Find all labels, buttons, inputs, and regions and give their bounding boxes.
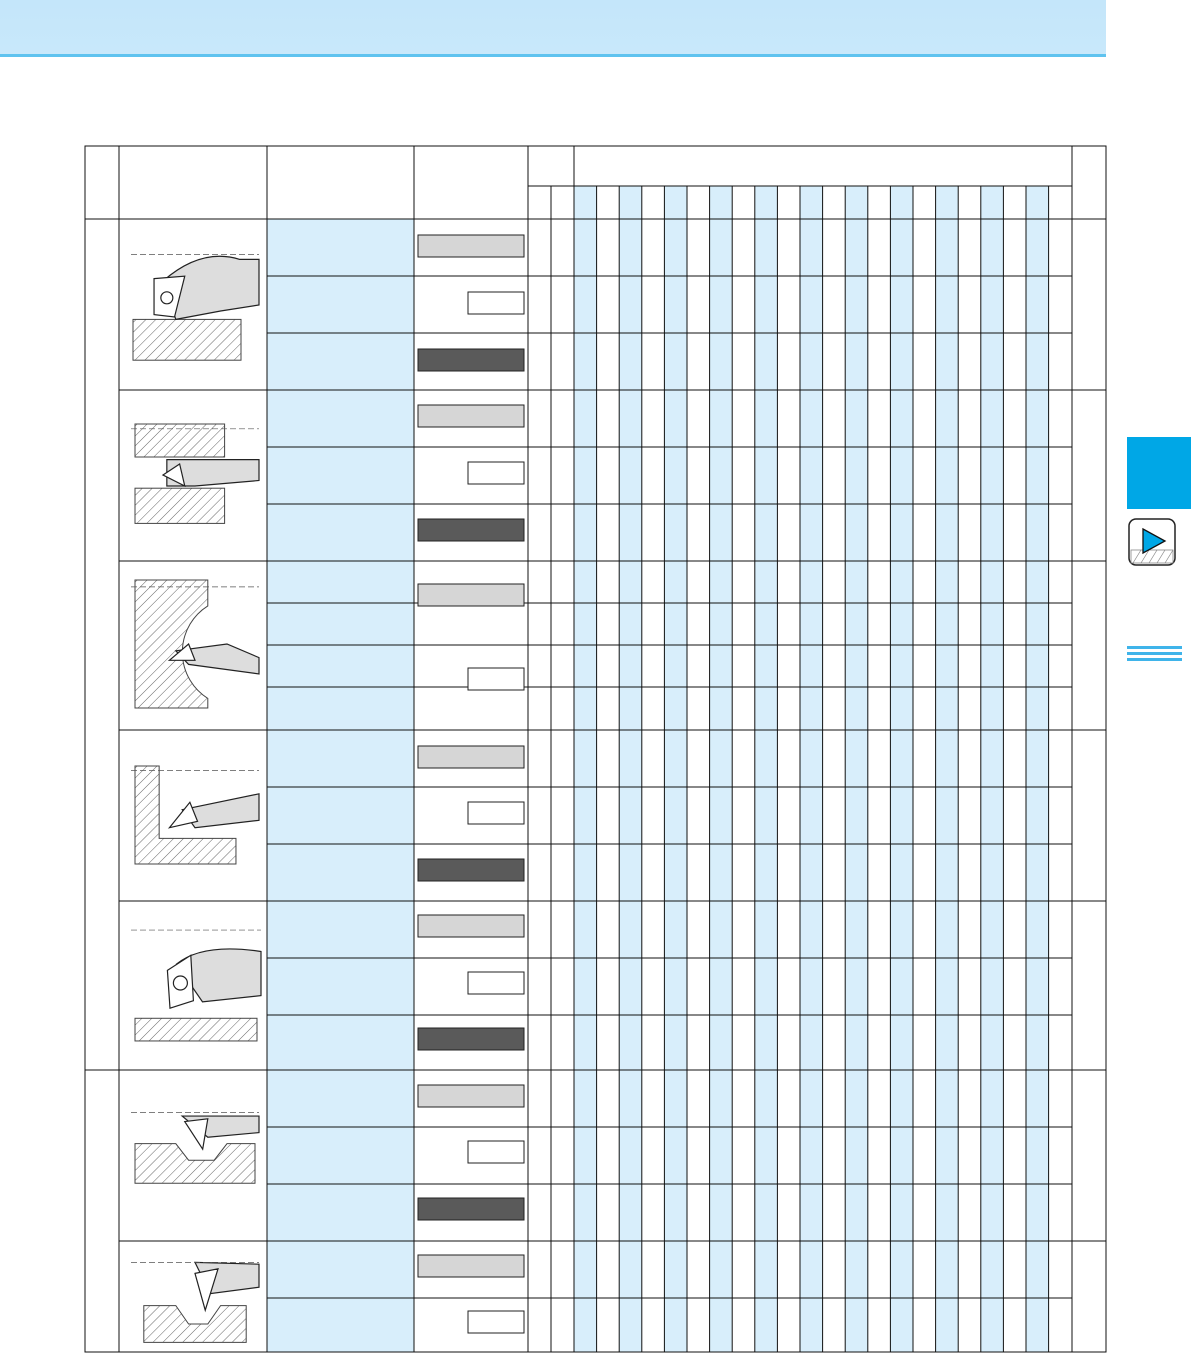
grade-badge-light — [418, 915, 524, 937]
matrix-stripe — [664, 186, 687, 1352]
grade-badge-light — [418, 405, 524, 427]
face-boring-drawing — [131, 766, 259, 864]
name-cell — [267, 390, 414, 447]
side-chapter-tab[interactable] — [1127, 437, 1191, 509]
grooving-drawing — [131, 1112, 259, 1183]
grade-badge-white — [468, 292, 524, 314]
grade-badge-light — [418, 746, 524, 768]
grade-badge-dark — [418, 1198, 524, 1220]
name-cell — [267, 958, 414, 1015]
name-cell — [267, 1241, 414, 1298]
matrix-stripe — [1026, 186, 1049, 1352]
name-cell — [267, 561, 414, 603]
name-cell — [267, 276, 414, 333]
back-boring-drawing — [131, 424, 259, 523]
profile-boring-drawing — [131, 930, 261, 1041]
grade-badge-light — [418, 584, 524, 606]
grade-badge-light — [418, 1085, 524, 1107]
matrix-stripe — [845, 186, 868, 1352]
grade-badge-white — [468, 1311, 524, 1333]
grade-badge-dark — [418, 859, 524, 881]
boring-tool-drawing — [131, 255, 259, 361]
name-cell — [267, 901, 414, 958]
grade-badge-white — [468, 802, 524, 824]
name-cell — [267, 447, 414, 504]
name-cell — [267, 730, 414, 787]
name-cell — [267, 1070, 414, 1127]
matrix-stripe — [981, 186, 1004, 1352]
name-cell — [267, 1127, 414, 1184]
grade-badge-white — [468, 462, 524, 484]
matrix-stripe — [800, 186, 823, 1352]
radius-boring-drawing — [131, 580, 259, 708]
matrix-stripe — [619, 186, 642, 1352]
grade-badge-light — [418, 1255, 524, 1277]
name-cell — [267, 219, 414, 276]
name-cell — [267, 1184, 414, 1241]
grade-badge-dark — [418, 519, 524, 541]
name-cell — [267, 1298, 414, 1352]
name-cell — [267, 1015, 414, 1070]
name-cell — [267, 603, 414, 645]
matrix-stripe — [755, 186, 778, 1352]
name-cell — [267, 645, 414, 687]
grade-badge-dark — [418, 349, 524, 371]
matrix-stripe — [710, 186, 733, 1352]
matrix-stripe — [936, 186, 959, 1352]
name-cell — [267, 687, 414, 730]
grade-badge-light — [418, 235, 524, 257]
chamfer-grooving-drawing — [131, 1262, 259, 1342]
grade-badge-white — [468, 972, 524, 994]
grade-badge-white — [468, 1141, 524, 1163]
name-cell — [267, 787, 414, 844]
matrix-stripe — [574, 186, 597, 1352]
name-cell — [267, 504, 414, 561]
name-cell — [267, 333, 414, 390]
side-decor-lines — [1127, 646, 1182, 662]
play-triangle-icon[interactable] — [1127, 517, 1177, 567]
matrix-stripe — [890, 186, 913, 1352]
grade-badge-dark — [418, 1028, 524, 1050]
name-cell — [267, 844, 414, 901]
grade-badge-white — [468, 668, 524, 690]
